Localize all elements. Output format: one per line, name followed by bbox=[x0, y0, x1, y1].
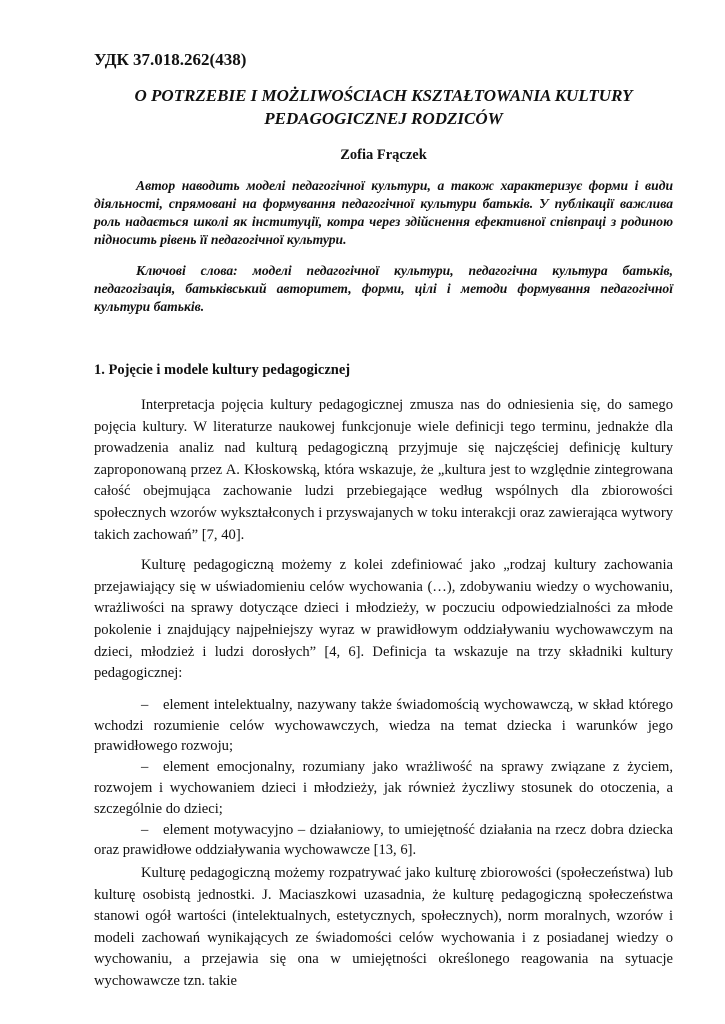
article-title bbox=[94, 84, 673, 130]
list-item-text: element motywacyjno – działaniowy, to umiejętność działania na rzecz dobra dziecka oraz prawidłowe oddziaływania wychowawcze [13, 6]. bbox=[94, 821, 673, 859]
list-dash: – bbox=[141, 696, 149, 713]
title-line: PEDAGOGICZNEJ RODZICÓW bbox=[264, 109, 503, 128]
list-item-text: element emocjonalny, rozumiany jako wrażliwość na sprawy związane z życiem, rozwojem i wychowaniem dzieci i młodzieży, jak również życzliwy stosunek do otoczenia, a szczególnie do dzieci; bbox=[94, 759, 673, 817]
list-dash: – bbox=[141, 821, 149, 838]
abstract: Автор наводить моделі педагогічної культури, а також характеризує форми і види діяльності, спрямовані на формування педагогічної культури батьків. У публікації важлива роль надається школі як інституції, котра через здійснення ефективної співпраці з родиною підносить рівень її педагогічної культури. bbox=[94, 178, 673, 247]
author-name: Zofia Frączek bbox=[340, 147, 427, 163]
list-item bbox=[94, 695, 673, 757]
list-dash: – bbox=[141, 759, 149, 776]
title-line: O POTRZEBIE I MOŻLIWOŚCIACH KSZTAŁTOWANIA KULTURY bbox=[134, 86, 633, 105]
list-item bbox=[94, 757, 673, 819]
list-item bbox=[94, 820, 673, 862]
body-paragraph: Interpretacja pojęcia kultury pedagogicznej zmusza nas do odniesienia się, do samego pojęcia kultury. W literaturze naukowej funkcjonuje wiele definicji tego terminu, jednakże dla prowadzenia analiz nad kulturą pedagogiczną przyjmuje się najczęściej definicję kultury zaproponowaną przez A. Kłoskowską, która wskazuje, że „kultura jest to względnie zintegrowana całość obejmująca zachowanie ludzi przebiegające według wspólnych dla zbiorowości społecznych wzorów wykształconych i przyswajanych w toku interakcji oraz zawierająca wytwory takich zachowań” [7, 40]. bbox=[94, 397, 673, 543]
section-heading: 1. Pojęcie i modele kultury pedagogicznej bbox=[94, 362, 351, 378]
body-paragraph: Kulturę pedagogiczną możemy z kolei zdefiniować jako „rodzaj kultury zachowania przejawiający się w uświadomieniu celów wychowania (…), zdobywaniu wiedzy o wychowaniu, wrażliwości na sprawy dotyczące dzieci i młodzieży, w poczuciu odpowiedzialności za młode pokolenie i znajdujący najpełniejszy wyraz w prawidłowym oddziaływaniu wychowawczym na dzieci, młodzież i ludzi dorosłych” [4, 6]. Definicja ta wskazuje na trzy składniki kultury pedagogicznej: bbox=[94, 557, 673, 682]
component-list bbox=[94, 695, 673, 861]
body-paragraph: Kulturę pedagogiczną możemy rozpatrywać jako kulturę zbiorowości (społeczeństwa) lub kulturę osobistą jednostki. J. Maciaszkowi uzasadnia, że kulturę pedagogiczną społeczeństwa stanowi ogół wartości (intelektualnych, estetycznych, społecznych), norm moralnych, wzorów i modeli zachowań wynikających ze świadomości celów wychowania i z posiadanej wiedzy o wychowaniu, a przejawia się ona w umiejętności określonego reagowania na sytuacje wychowawcze tzn. takie bbox=[94, 865, 673, 990]
udk-code: УДК 37.018.262(438) bbox=[94, 50, 247, 69]
list-item-text: element intelektualny, nazywany także świadomością wychowawczą, w skład którego wchodzi rozumienie celów wychowawczych, wiedza na temat dziecka i warunków jego prawidłowego rozwoju; bbox=[94, 696, 673, 755]
keywords: Ключові слова: моделі педагогічної культури, педагогічна культура батьків, педагогізація, батьківський авторитет, форми, цілі і методи формування педагогічної культури батьків. bbox=[94, 263, 673, 314]
